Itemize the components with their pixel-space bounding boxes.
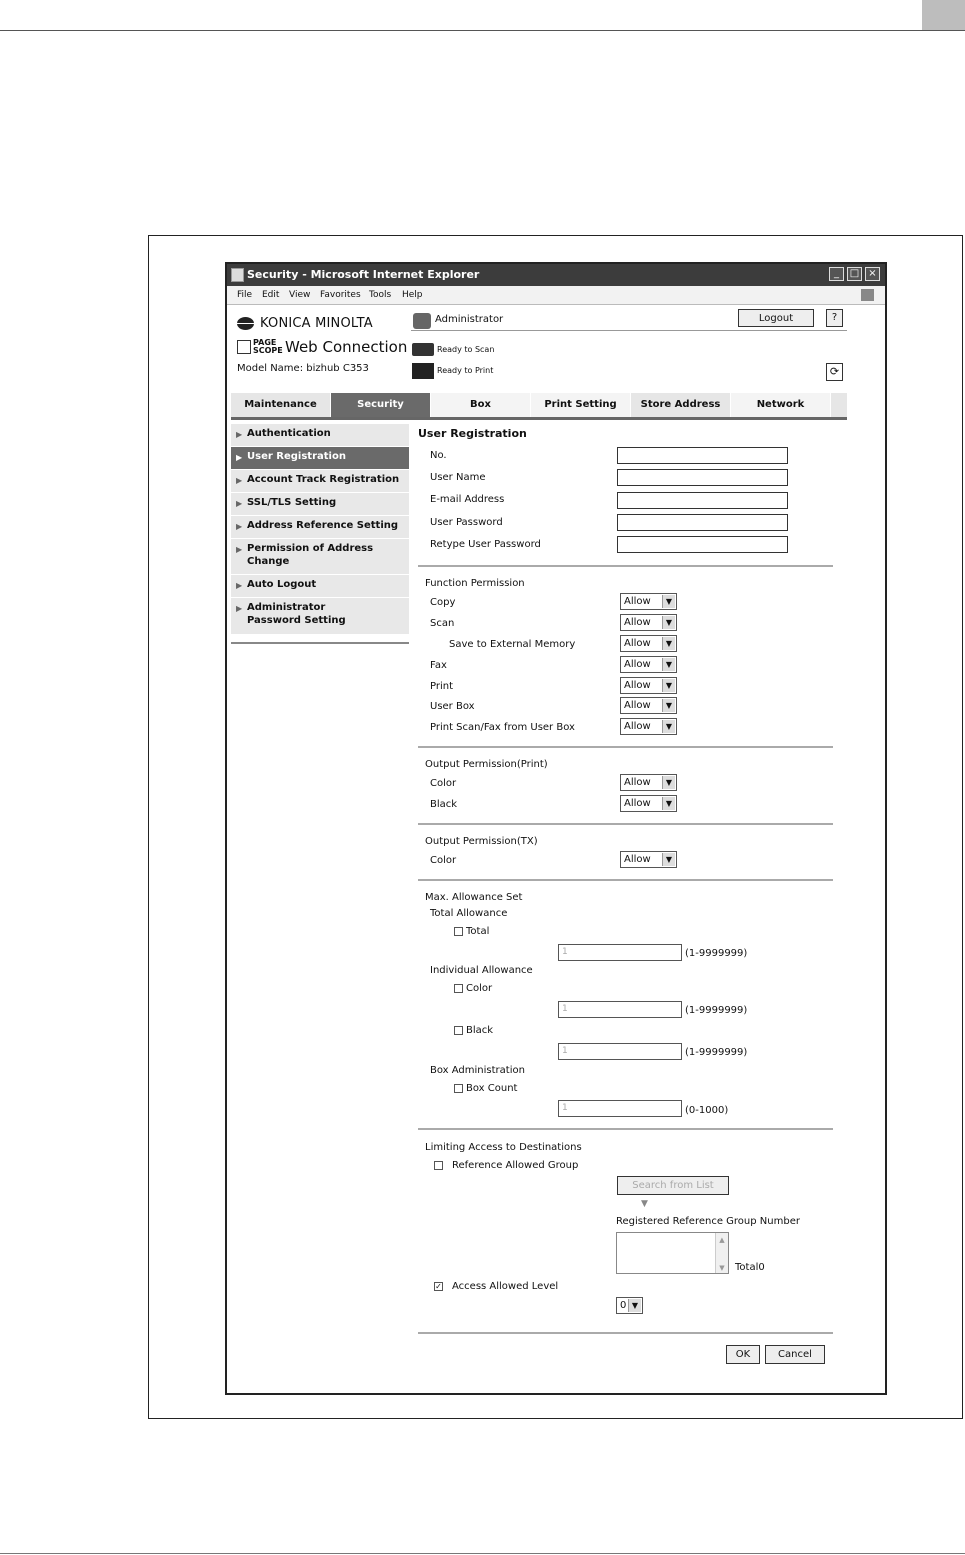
- pagescope-line2: SCOPE: [253, 346, 283, 355]
- field-label-user-name: User Name: [430, 472, 486, 483]
- header-divider: [411, 330, 847, 331]
- konica-logo-icon: [237, 317, 254, 330]
- output-print-black-value: Allow: [624, 798, 651, 809]
- copy-select-value: Allow: [624, 596, 651, 607]
- chevron-down-icon: ▼: [662, 679, 675, 692]
- access-level-value: 0: [620, 1300, 627, 1311]
- arrow-right-icon: ▶: [236, 476, 243, 485]
- color-checkbox[interactable]: [454, 984, 463, 993]
- section-divider: [418, 823, 833, 825]
- output-print-black-select[interactable]: [620, 795, 677, 812]
- output-print-color-select[interactable]: [620, 774, 677, 791]
- search-from-list-button[interactable]: Search from List: [617, 1176, 729, 1195]
- window-title: Security - Microsoft Internet Explorer: [247, 268, 480, 281]
- page-top-rule: [0, 30, 965, 31]
- black-check-label: Black: [466, 1025, 494, 1036]
- arrow-down-icon: ▼: [641, 1199, 648, 1209]
- section-divider: [418, 1332, 833, 1334]
- output-tx-color-value: Allow: [624, 854, 651, 865]
- black-range: (1-9999999): [685, 1047, 748, 1058]
- page-icon: [231, 268, 244, 282]
- form-title: User Registration: [418, 427, 527, 440]
- color-allowance-input[interactable]: 1: [558, 1001, 682, 1018]
- model-name: Model Name: bizhub C353: [237, 363, 369, 374]
- administrator-icon: [413, 313, 431, 329]
- arrow-right-icon: ▶: [236, 545, 243, 554]
- refresh-button[interactable]: ⟳: [826, 363, 843, 381]
- tab-underline: [231, 417, 847, 420]
- menu-tools[interactable]: Tools: [369, 290, 392, 300]
- tab-print-setting[interactable]: Print Setting: [531, 393, 631, 417]
- browser-window: [225, 262, 887, 1395]
- total-allowance-title: Total Allowance: [430, 908, 508, 919]
- color-check-label: Color: [466, 983, 493, 994]
- external-memory-label: Save to External Memory: [449, 639, 576, 650]
- copy-label: Copy: [430, 597, 456, 608]
- registered-group-list[interactable]: [616, 1232, 729, 1274]
- sidebar-item-admin-password[interactable]: [231, 598, 409, 634]
- chevron-down-icon: ▼: [662, 658, 675, 671]
- chevron-down-icon: ▼: [662, 699, 675, 712]
- tab-box[interactable]: Box: [431, 393, 531, 417]
- chevron-down-icon: ▼: [628, 1299, 641, 1312]
- output-print-black-label: Black: [430, 799, 458, 810]
- menu-help[interactable]: Help: [402, 290, 423, 300]
- sidebar-item-authentication[interactable]: [231, 424, 409, 446]
- print-label: Print: [430, 681, 454, 692]
- limiting-title: Limiting Access to Destinations: [425, 1142, 582, 1153]
- chevron-down-icon: ▼: [662, 637, 675, 650]
- scan-select-value: Allow: [624, 617, 651, 628]
- allowance-title: Max. Allowance Set: [425, 892, 523, 903]
- sidebar-item-label: Address Reference Setting: [247, 520, 399, 531]
- section-divider: [418, 879, 833, 881]
- arrow-right-icon: ▶: [236, 430, 243, 439]
- page-corner-tab: [922, 0, 965, 30]
- scanner-icon: [412, 343, 434, 356]
- access-level-checkbox[interactable]: ✓: [435, 1282, 442, 1291]
- user-name-input[interactable]: [617, 469, 788, 486]
- no-input[interactable]: [617, 447, 788, 464]
- box-range: (0-1000): [685, 1105, 729, 1116]
- sidebar-item-permission-address[interactable]: [231, 539, 409, 574]
- copy-select[interactable]: [620, 593, 677, 610]
- menu-favorites[interactable]: Favorites: [320, 290, 361, 300]
- chevron-down-icon: ▼: [662, 595, 675, 608]
- sidebar-item-label: SSL/TLS Setting: [247, 497, 337, 508]
- close-button[interactable]: ×: [865, 267, 880, 281]
- black-allowance-input[interactable]: 1: [558, 1043, 682, 1060]
- field-label-email: E-mail Address: [430, 494, 505, 505]
- total-allowance-input[interactable]: 1: [558, 944, 682, 961]
- box-count-checkbox[interactable]: [454, 1084, 463, 1093]
- total-checkbox[interactable]: [454, 927, 463, 936]
- section-divider: [418, 565, 833, 567]
- scan-status: Ready to Scan: [437, 345, 495, 354]
- pagescope-line1: PAGE: [253, 338, 277, 347]
- box-count-input[interactable]: 1: [558, 1100, 682, 1117]
- total-range: (1-9999999): [685, 948, 748, 959]
- box-count-label: Box Count: [466, 1083, 518, 1094]
- output-tx-color-label: Color: [430, 855, 457, 866]
- help-button[interactable]: ?: [826, 309, 843, 327]
- chevron-down-icon: ▼: [662, 616, 675, 629]
- field-label-password: User Password: [430, 517, 503, 528]
- color-range: (1-9999999): [685, 1005, 748, 1016]
- menu-bar: [227, 286, 885, 305]
- scrollbar[interactable]: ▲ ▼: [715, 1233, 728, 1273]
- logout-button[interactable]: Logout: [738, 309, 814, 327]
- box-admin-title: Box Administration: [430, 1065, 525, 1076]
- field-label-retype-password: Retype User Password: [430, 539, 541, 550]
- output-tx-color-select[interactable]: [620, 851, 677, 868]
- page-bottom-rule: [0, 1553, 965, 1554]
- brand-name: KONICA MINOLTA: [260, 316, 373, 331]
- access-level-label: Access Allowed Level: [452, 1281, 559, 1292]
- ok-button[interactable]: OK: [726, 1345, 760, 1364]
- arrow-right-icon: ▶: [236, 604, 243, 613]
- output-print-title: Output Permission(Print): [425, 759, 548, 770]
- reference-group-label: Reference Allowed Group: [452, 1160, 579, 1171]
- pagescope-logo: [253, 339, 283, 355]
- external-memory-select-value: Allow: [624, 638, 651, 649]
- output-tx-title: Output Permission(TX): [425, 836, 538, 847]
- arrow-right-icon: ▶: [236, 581, 243, 590]
- printer-icon: [412, 363, 434, 379]
- sidebar-item-label: Permission of Address Change: [247, 543, 374, 567]
- print-scan-fax-label: Print Scan/Fax from User Box: [430, 722, 575, 733]
- menu-view[interactable]: View: [289, 290, 311, 300]
- reference-group-checkbox[interactable]: [434, 1161, 443, 1170]
- tab-security[interactable]: Security: [331, 393, 431, 417]
- pagescope-icon: [237, 340, 251, 354]
- sidebar-item-label: Account Track Registration: [247, 474, 400, 485]
- output-print-color-value: Allow: [624, 777, 651, 788]
- arrow-right-icon: ▶: [236, 453, 243, 462]
- title-bar: [227, 264, 885, 286]
- minimize-button[interactable]: _: [829, 267, 844, 281]
- total-check-label: Total: [466, 926, 490, 937]
- access-level-select[interactable]: [616, 1297, 643, 1314]
- sidebar-item-user-registration[interactable]: [231, 447, 409, 469]
- main-tabs: [231, 393, 847, 417]
- user-box-label: User Box: [430, 701, 475, 712]
- fax-select-value: Allow: [624, 659, 651, 670]
- individual-allowance-title: Individual Allowance: [430, 965, 533, 976]
- password-input[interactable]: [617, 514, 788, 531]
- chevron-down-icon: ▼: [662, 720, 675, 733]
- arrow-right-icon: ▶: [236, 499, 243, 508]
- cancel-button[interactable]: Cancel: [765, 1345, 825, 1364]
- user-label: Administrator: [435, 314, 504, 325]
- print-select[interactable]: [620, 677, 677, 694]
- menu-file[interactable]: File: [237, 290, 253, 300]
- tab-store-address[interactable]: Store Address: [631, 393, 731, 417]
- scan-label: Scan: [430, 618, 455, 629]
- chevron-down-icon: ▼: [662, 797, 675, 810]
- sidebar-item-label: Administrator Password Setting: [247, 602, 346, 626]
- black-checkbox[interactable]: [454, 1026, 463, 1035]
- user-box-select-value: Allow: [624, 700, 651, 711]
- sidebar-item-auto-logout[interactable]: [231, 575, 409, 597]
- maximize-button[interactable]: □: [847, 267, 862, 281]
- chevron-down-icon: ▼: [662, 776, 675, 789]
- print-scan-fax-select-value: Allow: [624, 721, 651, 732]
- print-select-value: Allow: [624, 680, 651, 691]
- scan-select[interactable]: [620, 614, 677, 631]
- sidebar-item-account-track[interactable]: [231, 470, 409, 492]
- tab-maintenance[interactable]: Maintenance: [231, 393, 331, 417]
- menu-edit[interactable]: Edit: [262, 290, 280, 300]
- product-name: Web Connection: [285, 338, 408, 356]
- field-label-no: No.: [430, 450, 447, 461]
- fax-label: Fax: [430, 660, 447, 671]
- sidebar-item-ssl-tls[interactable]: [231, 493, 409, 515]
- sidebar-item-label: Authentication: [247, 428, 331, 439]
- section-divider: [418, 746, 833, 748]
- windows-flag-icon: [861, 289, 874, 301]
- sidebar-item-label: Auto Logout: [247, 579, 317, 590]
- function-permission-title: Function Permission: [425, 578, 525, 589]
- sidebar-end-rule: [231, 642, 409, 644]
- total-count: Total0: [735, 1262, 765, 1273]
- print-scan-fax-select[interactable]: [620, 718, 677, 735]
- fax-select[interactable]: [620, 656, 677, 673]
- arrow-right-icon: ▶: [236, 522, 243, 531]
- registered-group-label: Registered Reference Group Number: [616, 1216, 800, 1227]
- sidebar-item-address-reference[interactable]: [231, 516, 409, 538]
- print-status: Ready to Print: [437, 366, 494, 375]
- tab-network[interactable]: Network: [731, 393, 831, 417]
- retype-password-input[interactable]: [617, 536, 788, 553]
- chevron-down-icon: ▼: [662, 853, 675, 866]
- output-print-color-label: Color: [430, 778, 457, 789]
- email-input[interactable]: [617, 492, 788, 509]
- external-memory-select[interactable]: [620, 635, 677, 652]
- user-box-select[interactable]: [620, 697, 677, 714]
- section-divider: [418, 1128, 833, 1130]
- sidebar-item-label: User Registration: [247, 451, 346, 462]
